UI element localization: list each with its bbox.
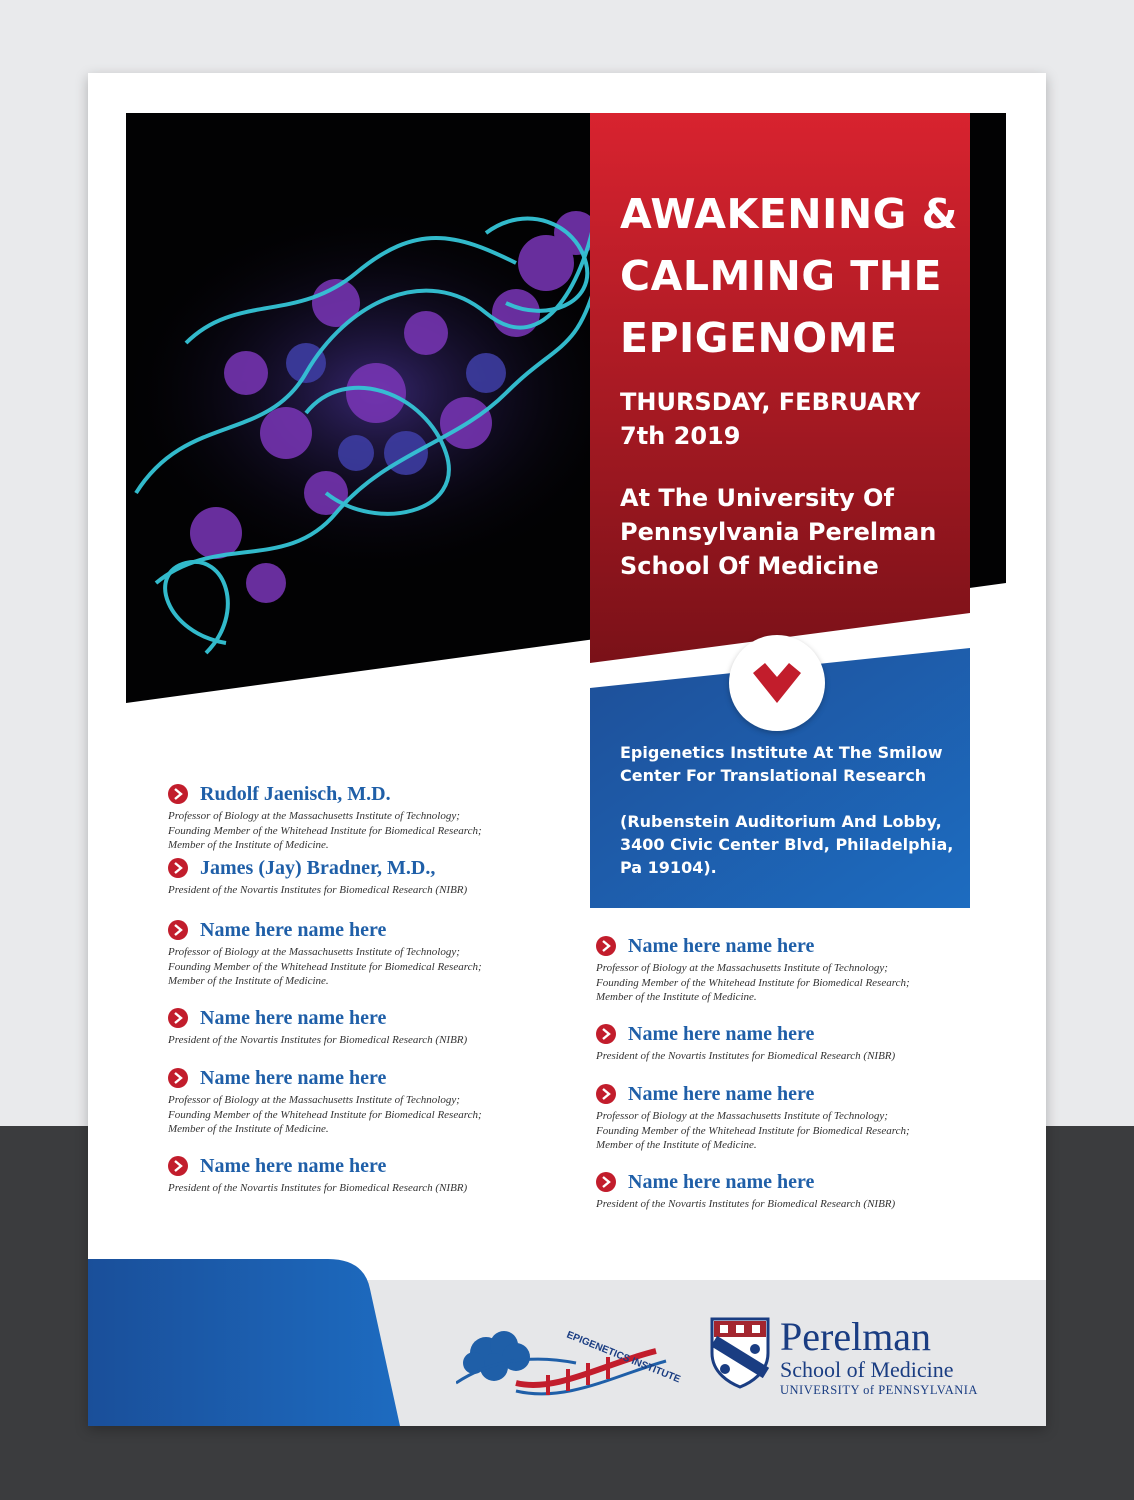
speaker-name: Name here name here — [200, 1155, 387, 1177]
event-title: AWAKENING & CALMING THE EPIGENOME — [620, 190, 958, 362]
speaker-description: President of the Novartis Institutes for Biomedical Research (NIBR) — [596, 1198, 896, 1210]
speaker-description: Professor of Biology at the Massachusetts Institute of Technology; Founding Member of the Whitehead Institute for Biomedical Research; Member of the Institute of Medicine. — [168, 810, 482, 851]
chevron-right-icon — [168, 858, 188, 878]
perelman-subtitle: School of Medicine — [780, 1357, 954, 1382]
speaker-description: President of the Novartis Institutes for Biomedical Research (NIBR) — [168, 1034, 468, 1046]
chevron-right-icon — [596, 936, 616, 956]
epigenetics-institute-logo — [456, 1323, 688, 1405]
speaker-entry — [168, 1153, 568, 1213]
event-flyer — [88, 73, 1046, 1426]
event-venue: At The University Of Pennsylvania Perelman School Of Medicine — [620, 484, 937, 580]
speaker-description: Professor of Biology at the Massachusetts Institute of Technology; Founding Member of the Whitehead Institute for Biomedical Research; Member of the Institute of Medicine. — [168, 1094, 482, 1135]
speaker-entry — [168, 1065, 568, 1153]
speaker-entry — [596, 1081, 996, 1169]
chevron-right-icon — [168, 920, 188, 940]
speaker-entry — [596, 933, 996, 1021]
speaker-entry — [168, 781, 568, 855]
speaker-name: Name here name here — [200, 1067, 387, 1089]
speaker-name: Name here name here — [628, 1023, 815, 1045]
speakers-left-column — [168, 781, 568, 1213]
perelman-logo — [710, 1313, 980, 1413]
perelman-university: UNIVERSITY of PENNSYLVANIA — [780, 1383, 978, 1397]
chevron-right-icon — [168, 1008, 188, 1028]
speaker-name: Name here name here — [628, 1083, 815, 1105]
speaker-description: Professor of Biology at the Massachusetts Institute of Technology; Founding Member of the Whitehead Institute for Biomedical Research; Member of the Institute of Medicine. — [596, 962, 910, 1003]
speaker-name: James (Jay) Bradner, M.D., — [200, 857, 436, 879]
speaker-description: President of the Novartis Institutes for Biomedical Research (NIBR) — [596, 1050, 896, 1062]
speaker-name: Name here name here — [628, 935, 815, 957]
footer-blue-shape — [88, 1259, 408, 1426]
speaker-entry — [168, 1005, 568, 1065]
speaker-name: Rudolf Jaenisch, M.D. — [200, 783, 391, 805]
speaker-name: Name here name here — [628, 1171, 815, 1193]
title-panel — [590, 113, 970, 663]
chevron-right-icon — [168, 1156, 188, 1176]
speaker-description: President of the Novartis Institutes for Biomedical Research (NIBR) — [168, 884, 468, 896]
speaker-name: Name here name here — [200, 1007, 387, 1029]
speaker-entry — [168, 917, 568, 1005]
speaker-description: Professor of Biology at the Massachusetts Institute of Technology; Founding Member of the Whitehead Institute for Biomedical Research; Member of the Institute of Medicine. — [596, 1110, 910, 1151]
perelman-title: Perelman — [780, 1314, 932, 1359]
penn-shield-icon — [710, 1317, 770, 1389]
chevron-right-icon — [596, 1084, 616, 1104]
event-date: THURSDAY, FEBRUARY 7th 2019 — [620, 388, 921, 450]
chevron-right-icon — [168, 784, 188, 804]
speaker-entry — [596, 1169, 996, 1229]
chevron-heart-icon — [751, 659, 803, 707]
epigenetics-logo-text: EPIGENETICS INSTITUTE — [564, 1329, 682, 1386]
event-address: (Rubenstein Auditorium And Lobby, 3400 Civic Center Blvd, Philadelphia, Pa 19104). — [620, 812, 954, 877]
chevron-right-icon — [168, 1068, 188, 1088]
speaker-description: President of the Novartis Institutes for Biomedical Research (NIBR) — [168, 1182, 468, 1194]
heart-badge — [729, 635, 825, 731]
speaker-entry — [596, 1021, 996, 1081]
speaker-name: Name here name here — [200, 919, 387, 941]
speaker-description: Professor of Biology at the Massachusetts Institute of Technology; Founding Member of the Whitehead Institute for Biomedical Research; Member of the Institute of Medicine. — [168, 946, 482, 987]
speakers-right-column — [596, 933, 996, 1229]
institute-name: Epigenetics Institute At The Smilow Center For Translational Research — [620, 743, 943, 785]
speaker-entry — [168, 855, 568, 917]
chevron-right-icon — [596, 1172, 616, 1192]
chevron-right-icon — [596, 1024, 616, 1044]
